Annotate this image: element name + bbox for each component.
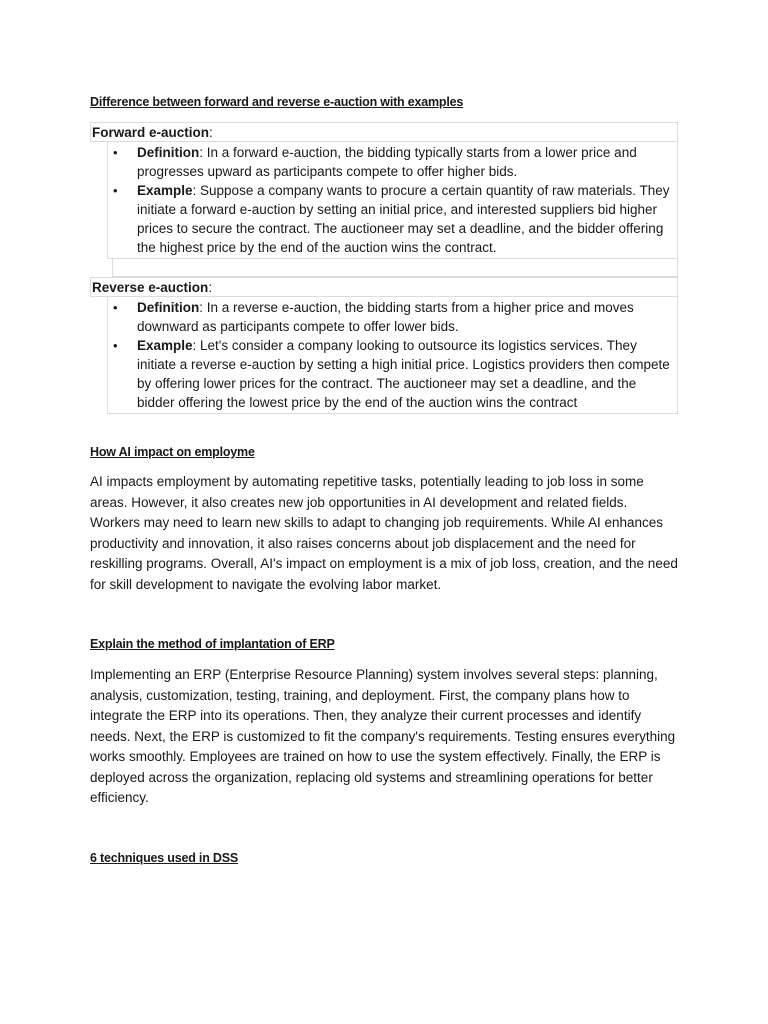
reverse-title-row xyxy=(90,277,678,297)
reverse-bullets-box xyxy=(107,297,678,414)
paragraph-erp: Implementing an ERP (Enterprise Resource Planning) system involves several steps: planning, analysis, customization, testing, training, and deployment. First, the company plans how to integrate the ERP into its operations. Then, they analyze their current processes and identify needs. Next, the ERP is customized to fit the company's requirements. Testing ensures everything works smoothly. Employees are trained on how to use the system effectively. Finally, the ERP is deployed across the organization, replacing old systems and streamlining operations for better efficiency. xyxy=(90,667,676,805)
list-item xyxy=(108,298,673,336)
forward-title-colon: : xyxy=(209,125,213,140)
forward-definition-label: Definition xyxy=(137,145,200,160)
bullet-icon: • xyxy=(113,145,118,160)
reverse-title: Reverse e-auction xyxy=(92,280,209,295)
reverse-definition-label: Definition xyxy=(137,300,200,315)
forward-definition-text: : In a forward e-auction, the bidding typically starts from a lower price and progresses upward as participants compete to offer higher bids. xyxy=(137,145,637,179)
reverse-title-colon: : xyxy=(208,280,213,295)
reverse-example-label: Example xyxy=(137,338,193,353)
list-item xyxy=(108,181,673,257)
reverse-eauction-table xyxy=(90,277,678,414)
forward-title-row xyxy=(90,122,678,142)
forward-bullets-box xyxy=(107,142,678,259)
bullet-icon: • xyxy=(113,338,118,353)
heading-e-auction: Difference between forward and reverse e-auction with examples xyxy=(90,95,464,109)
bullet-icon: • xyxy=(113,300,118,315)
forward-eauction-table xyxy=(90,122,678,277)
forward-example-text: : Suppose a company wants to procure a certain quantity of raw materials. They initiate a forward e-auction by setting an initial price, and interested suppliers bid higher prices to secure the contract. The auctioneer may set a deadline, and the bidder offering the highest price by the end of the auction wins the contract. xyxy=(137,183,670,255)
heading-erp: Explain the method of implantation of ERP xyxy=(90,637,335,651)
heading-dss: 6 techniques used in DSS xyxy=(90,851,239,865)
list-item xyxy=(108,143,673,181)
bullet-icon: • xyxy=(113,183,118,198)
forward-title: Forward e-auction xyxy=(92,125,210,140)
reverse-definition-text: : In a reverse e-auction, the bidding starts from a higher price and moves downward as participants compete to offer lower bids. xyxy=(137,300,634,334)
table-spacer-row xyxy=(112,259,678,277)
forward-example-label: Example xyxy=(137,183,193,198)
reverse-example-text: : Let's consider a company looking to outsource its logistics services. They initiate a reverse e-auction by setting a high initial price. Logistics providers then compete by offering lower prices for the contract. The auctioneer may set a deadline, and the bidder offering the lowest price by the end of the auction wins the contract xyxy=(137,338,670,410)
paragraph-ai-impact: AI impacts employment by automating repetitive tasks, potentially leading to job loss in some areas. However, it also creates new job opportunities in AI development and related fields. Workers may need to learn new skills to adapt to changing job requirements. While AI enhances productivity and innovation, it also raises concerns about job displacement and the need for reskilling programs. Overall, AI's impact on employment is a mix of job loss, creation, and the need for skill development to navigate the evolving labor market. xyxy=(90,474,678,592)
heading-ai-impact: How AI impact on employme xyxy=(90,445,255,459)
list-item xyxy=(108,336,673,412)
